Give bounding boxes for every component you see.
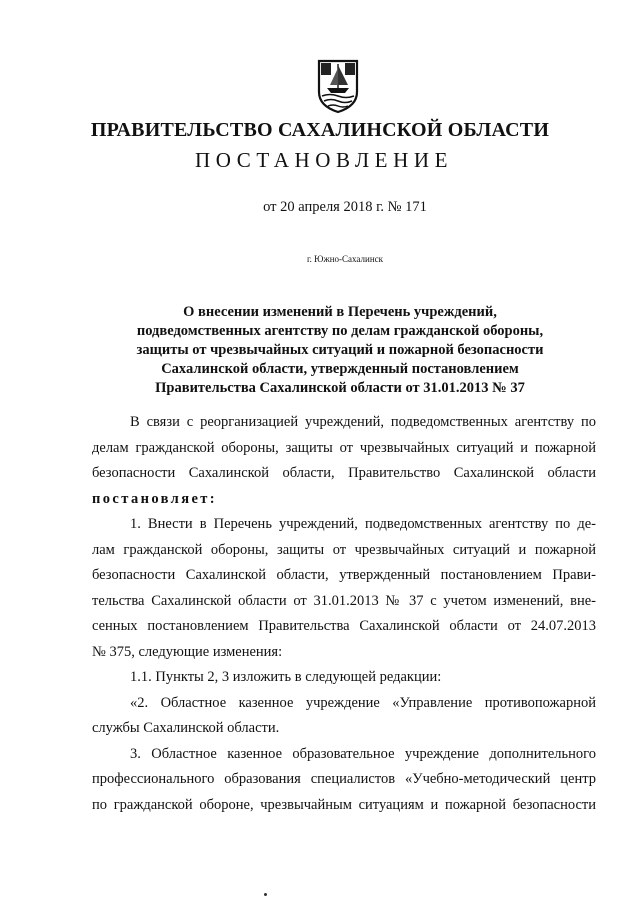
- subject-line: Правительства Сахалинской области от 31.01.2013 № 37: [155, 380, 525, 396]
- sakhalin-coat-of-arms-icon: [316, 58, 360, 114]
- body-line: лам гражданской обороны, защиты от чрезвычайных ситуаций и пожарной: [92, 541, 596, 558]
- body-line: делам гражданской обороны, защиты от чрезвычайных ситуаций и пожарной: [92, 439, 596, 456]
- body-line: по гражданской обороне, чрезвычайным ситуациям и пожарной безопасности: [92, 796, 596, 813]
- body-line: сенных постановлением Правительства Сахалинской области от 24.07.2013: [92, 618, 596, 634]
- subject-line: подведомственных агентству по делам гражданской обороны,: [136, 323, 544, 339]
- body-line: 1. Внести в Перечень учреждений, подведомственных агентству по де-: [130, 516, 596, 532]
- body-line: «2. Областное казенное учреждение «Управление противопожарной: [130, 694, 596, 711]
- body-line: безопасности Сахалинской области, утвержденный постановлением Прави-: [92, 567, 596, 583]
- document-date-number: от 20 апреля 2018 г. № 171: [263, 199, 427, 215]
- body-line: 1.1. Пункты 2, 3 изложить в следующей редакции:: [130, 669, 442, 685]
- body-line: 3. Областное казенное образовательное учреждение дополнительного: [130, 745, 596, 762]
- body-line: службы Сахалинской области.: [92, 720, 280, 736]
- body-line: В связи с реорганизацией учреждений, подведомственных агентству по: [130, 414, 596, 430]
- document-type: ПОСТАНОВЛЕНИЕ: [194, 148, 454, 172]
- body-line: безопасности Сахалинской области, Правительство Сахалинской области: [92, 465, 596, 481]
- page-mark: [264, 893, 267, 896]
- subject-line: Сахалинской области, утвержденный постановлением: [161, 361, 519, 377]
- subject-line: защиты от чрезвычайных ситуаций и пожарной безопасности: [136, 342, 544, 358]
- resolution-keyword: постановляет:: [92, 490, 218, 507]
- body-line: тельства Сахалинской области от 31.01.2013 № 37 с учетом изменений, вне-: [92, 592, 596, 609]
- document-city: г. Южно-Сахалинск: [306, 254, 383, 264]
- subject-line: О внесении изменений в Перечень учреждений,: [183, 304, 497, 320]
- body-line: профессионального образования специалистов «Учебно-методический центр: [92, 771, 596, 787]
- document-body: [92, 410, 596, 818]
- government-title: ПРАВИТЕЛЬСТВО САХАЛИНСКОЙ ОБЛАСТИ: [90, 119, 550, 141]
- document-subject: [100, 303, 580, 398]
- body-line: № 375, следующие изменения:: [92, 643, 283, 660]
